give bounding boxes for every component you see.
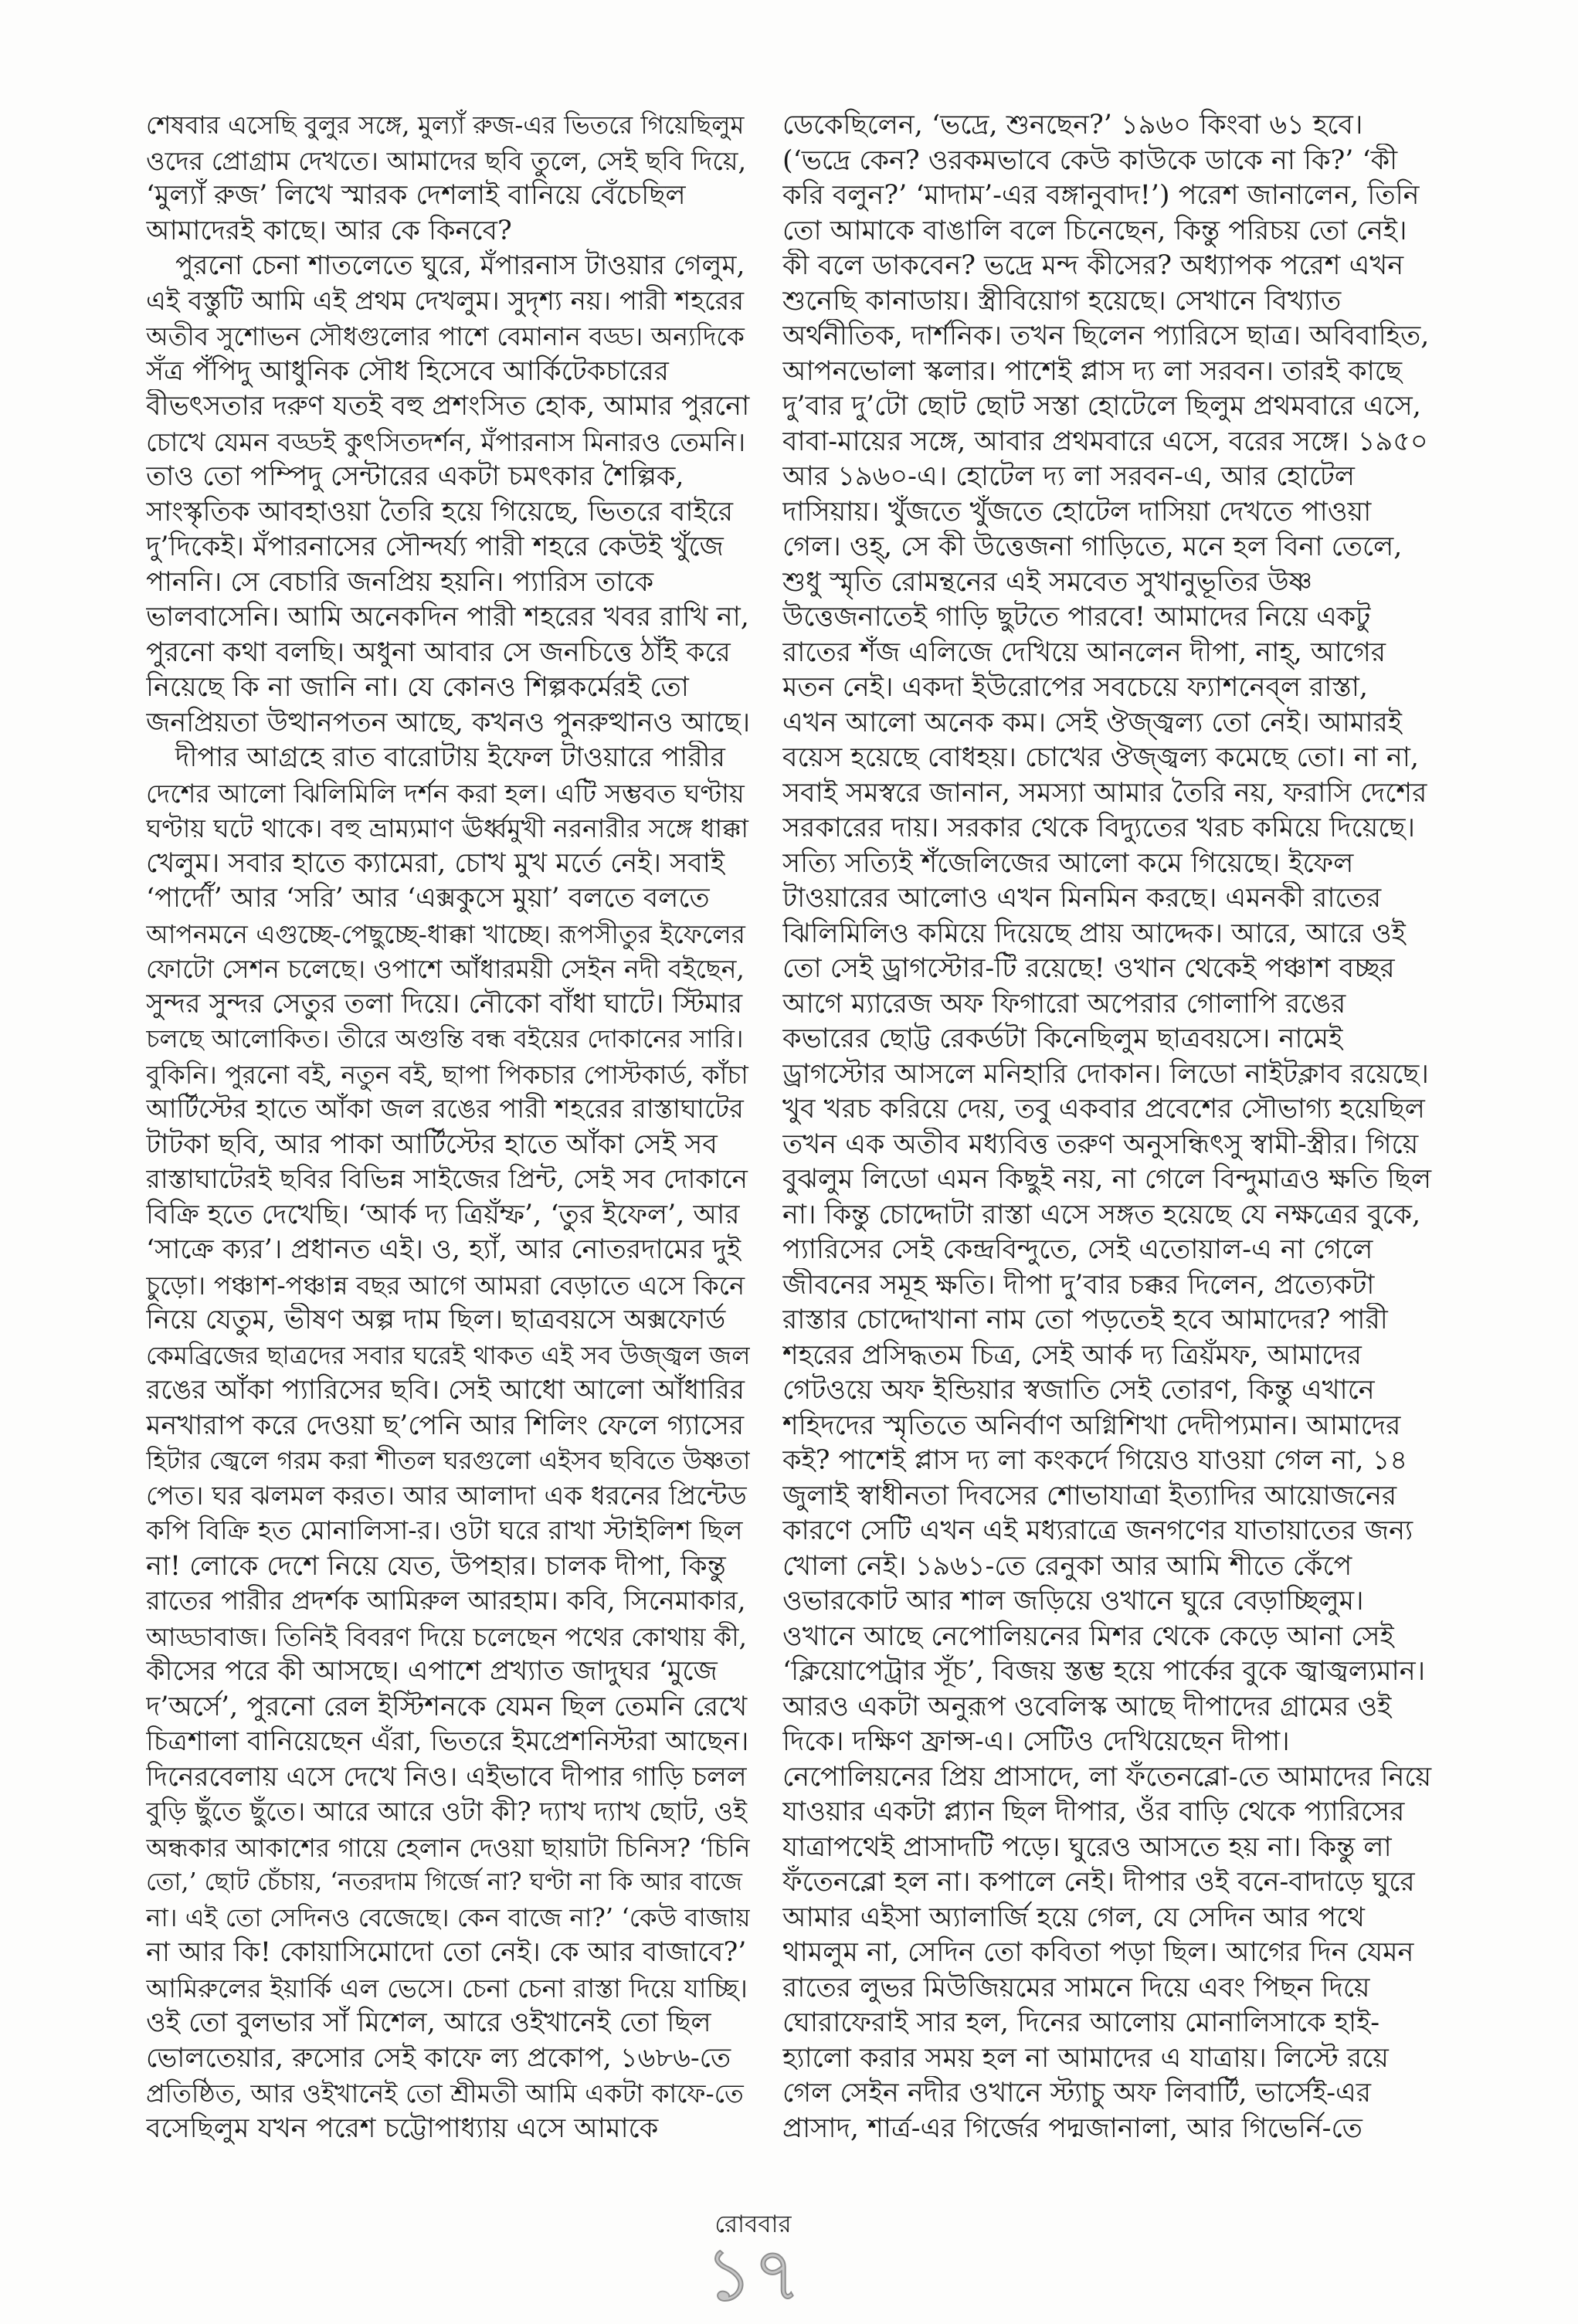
text-line: ফোটো সেশন চলেছে। ওপাশে আঁধারময়ী সেইন নদী বইছেন, bbox=[146, 954, 745, 984]
text-line: দ’অর্সে’, পুরনো রেল ইস্টিশনকে যেমন ছিল তেমনি রেখে bbox=[146, 1691, 748, 1722]
text-line: ‘মুল্যাঁ রুজ’ লিখে স্মারক দেশলাই বানিয়ে বেঁচেছিল bbox=[146, 180, 686, 211]
text-line: চলছে আলোকিত। তীরে অগুন্তি বন্ধ বইয়ের দোকানের সারি। bbox=[146, 1024, 744, 1053]
text-line: ওদের প্রোগ্রাম দেখতে। আমাদের ছবি তুলে, সেই ছবি দিয়ে, bbox=[146, 145, 747, 176]
text-line: করি বলুন?’ ‘মাদাম’-এর বঙ্গানুবাদ!’) পরেশ জানালেন, তিনি bbox=[782, 180, 1420, 211]
text-line: খুব খরচ করিয়ে দেয়, তবু একবার প্রবেশের সৌভাগ্য হয়েছিল bbox=[782, 1094, 1425, 1125]
text-line: দু’দিকেই। মঁপারনাসের সৌন্দর্য্য পারী শহরে কেউই খুঁজে bbox=[146, 531, 724, 562]
text-line: যাওয়ার একটা প্ল্যান ছিল দীপার, ওঁর বাড়ি থেকে প্যারিসের bbox=[782, 1796, 1405, 1827]
text-line: চুড়ো। পঞ্চাশ-পঞ্চান্ন বছর আগে আমরা বেড়াতে এসে কিনে bbox=[146, 1270, 745, 1301]
text-line: টাটকা ছবি, আর পাকা আর্টিস্টের হাতে আঁকা সেই সব bbox=[146, 1128, 718, 1160]
paragraph bbox=[146, 249, 750, 741]
text-line: প্রতিষ্ঠিত, আর ওইখানেই তো শ্রীমতী আমি একটা কাফে-তে bbox=[146, 2078, 744, 2109]
text-line: নেপোলিয়নের প্রিয় প্রাসাদে, লা ফঁতেনব্লো-তে আমাদের নিয়ে bbox=[782, 1761, 1432, 1793]
paragraph bbox=[146, 741, 750, 2146]
text-line: সাংস্কৃতিক আবহাওয়া তৈরি হয়ে গিয়েছে, ভিতরে বাইরে bbox=[146, 496, 734, 528]
article-column-right bbox=[782, 108, 1461, 2146]
magazine-name: রোববার bbox=[714, 2210, 792, 2238]
text-line: রাতের পারীর প্রদর্শক আমিরুল আরহাম। কবি, সিনেমাকার, bbox=[146, 1586, 746, 1617]
text-line: অর্থনীতিক, দার্শনিক। তখন ছিলেন প্যারিসে ছাত্র। অবিবাহিত, bbox=[782, 321, 1430, 351]
text-line: গেটওয়ে অফ ইন্ডিয়ার স্বজাতি সেই তোরণ, কিন্তু এখানে bbox=[782, 1375, 1375, 1406]
text-line: অন্ধকার আকাশের গায়ে হেলান দেওয়া ছায়াটা চিনিস? ‘চিনি bbox=[146, 1832, 750, 1863]
text-line: ডেকেছিলেন, ‘ভদ্রে, শুনছেন?’ ১৯৬০ কিংবা ৬১ হবে। bbox=[782, 110, 1363, 141]
text-line: চোখে যেমন বড্ডই কুৎসিতদর্শন, মঁপারনাস মিনারও তেমনি। bbox=[146, 426, 746, 457]
text-line: আর ১৯৬০-এ। হোটেল দ্য লা সরবন-এ, আর হোটেল bbox=[782, 461, 1355, 492]
text-line: আর্টিস্টের হাতে আঁকা জল রঙের পারী শহরের রাস্তাঘাটের bbox=[146, 1094, 744, 1125]
text-line: রাতের লুভর মিউজিয়মের সামনে দিয়ে এবং পিছন দিয়ে bbox=[782, 1972, 1370, 2003]
text-line: ওই তো বুলভার সাঁ মিশেল, আরে ওইখানেই তো ছিল bbox=[146, 2007, 711, 2038]
text-line: বসেছিলুম যখন পরেশ চট্টোপাধ্যায় এসে আমাকে bbox=[146, 2112, 659, 2144]
text-line: আমার এইসা অ্যালার্জি হয়ে গেল, যে সেদিন আর পথে bbox=[782, 1902, 1365, 1933]
text-line: না। কিন্তু চোদ্দোটা রাস্তা এসে সঙ্গত হয়েছে যে নক্ষত্রের বুকে, bbox=[782, 1199, 1421, 1230]
text-line: সঁত্র পঁপিদু আধুনিক সৌধ হিসেবে আর্কিটেকচারের bbox=[146, 355, 669, 387]
text-line: কেমব্রিজের ছাত্রদের সবার ঘরেই থাকত এই সব উজ্জ্বল জল bbox=[146, 1340, 750, 1370]
text-line: কীসের পরে কী আসছে। এপাশে প্রখ্যাত জাদুঘর ‘মুজে bbox=[146, 1656, 718, 1687]
text-line: শুনেছি কানাডায়। স্ত্রীবিয়োগ হয়েছে। সেখানে বিখ্যাত bbox=[782, 285, 1342, 317]
text-line: তো,’ ছোট চেঁচায়, ‘নতরদাম গির্জে না? ঘণ্টা না কি আর বাজে bbox=[146, 1868, 742, 1896]
text-line: রঙের আঁকা প্যারিসের ছবি। সেই আধো আলো আঁধারির bbox=[146, 1375, 745, 1406]
text-line: পেত। ঘর ঝলমল করত। আর আলাদা এক ধরনের প্রিন্টেড bbox=[146, 1480, 747, 1511]
text-line: দিনেরবেলায় এসে দেখে নিও। এইভাবে দীপার গাড়ি চলল bbox=[146, 1761, 747, 1793]
text-line: ভোলতেয়ার, রুসোর সেই কাফে ল্য প্রকোপ, ১৬৮৬-তে bbox=[146, 2042, 731, 2074]
text-line: মতন নেই। একদা ইউরোপের সবচেয়ে ফ্যাশনেব্‌ল রাস্তা, bbox=[782, 672, 1368, 703]
text-line: ‘পার্দোঁ’ আর ‘সরি’ আর ‘এক্সকুসে মুয়া’ বলতে বলতে bbox=[146, 883, 710, 914]
text-line: তো আমাকে বাঙালি বলে চিনেছেন, কিন্তু পরিচয় তো নেই। bbox=[782, 215, 1407, 246]
text-line: তাও তো পম্পিদু সেন্টারের একটা চমৎকার শৈল্পিক, bbox=[146, 461, 684, 492]
text-line: আড্ডাবাজ। তিনিই বিবরণ দিয়ে চলেছেন পথের কোথায় কী, bbox=[146, 1621, 748, 1652]
text-line: বুঝলুম লিডো এমন কিছুই নয়, না গেলে বিন্দুমাত্রও ক্ষতি ছিল bbox=[782, 1164, 1432, 1195]
text-line: সরকারের দায়। সরকার থেকে বিদ্যুতের খরচ কমিয়ে দিয়েছে। bbox=[782, 813, 1416, 843]
text-line: না। এই তো সেদিনও বেজেছে। কেন বাজে না?’ ‘কেউ বাজায় bbox=[146, 1902, 750, 1932]
text-line: কী বলে ডাকবেন? ভদ্রে মন্দ কীসের? অধ্যাপক পরেশ এখন bbox=[782, 250, 1404, 281]
text-line: চিত্রশালা বানিয়েছেন এঁরা, ভিতরে ইমপ্রেশনিস্টরা আছেন। bbox=[146, 1726, 749, 1757]
text-line: প্রাসাদ, শার্ত্র-এর গির্জের পদ্মজানালা, আর গিভের্নি-তে bbox=[782, 2112, 1363, 2144]
text-line: কভারের ছোট্ট রেকর্ডটা কিনেছিলুম ছাত্রবয়সে। নামেই bbox=[782, 1023, 1343, 1054]
text-line: কারণে সেটি এখন এই মধ্যরাত্রে জনগণের যাতায়াতের জন্য bbox=[782, 1515, 1413, 1546]
text-line: আরও একটা অনুরূপ ওবেলিস্ক আছে দীপাদের গ্রামের ওই bbox=[782, 1691, 1392, 1722]
text-line: শহরের প্রসিদ্ধতম চিত্র, সেই আর্ক দ্য ত্রিয়ঁমফ, আমাদের bbox=[782, 1339, 1362, 1371]
paragraph bbox=[146, 108, 750, 249]
text-line: টাওয়ারের আলোও এখন মিনমিন করছে। এমনকী রাতের bbox=[782, 883, 1382, 914]
text-line: জনপ্রিয়তা উত্থানপতন আছে, কখনও পুনরুত্থানও আছে। bbox=[146, 707, 750, 738]
text-line: আপনমনে এগুচ্ছে-পেছুচ্ছে-ধাক্কা খাচ্ছে। রূপসীতুর ইফেলের bbox=[146, 918, 745, 949]
text-line: তো সেই ড্রাগস্টোর-টি রয়েছে! ওখান থেকেই পঞ্চাশ বচ্ছর bbox=[782, 953, 1395, 984]
text-line: দেশের আলো ঝিলিমিলি দর্শন করা হল। এটি সম্ভবত ঘণ্টায় bbox=[146, 778, 745, 809]
text-line: ফঁতেনব্লো হল না। কপালে নেই। দীপার ওই বনে-বাদাড়ে ঘুরে bbox=[782, 1867, 1415, 1898]
text-line: ওভারকোট আর শাল জড়িয়ে ওখানে ঘুরে বেড়াচ্ছিলুম। bbox=[782, 1586, 1364, 1617]
text-line: বুকিনি। পুরনো বই, নতুন বই, ছাপা পিকচার পোস্টকার্ড, কাঁচা bbox=[146, 1059, 748, 1090]
text-line: আমিরুলের ইয়ার্কি এল ভেসে। চেনা চেনা রাস্তা দিয়ে যাচ্ছি। bbox=[146, 1973, 748, 2003]
text-line: না! লোকে দেশে নিয়ে যেত, উপহার। চালক দীপা, কিন্তু bbox=[146, 1550, 726, 1582]
text-line: যাত্রাপথেই প্রাসাদটি পড়ে। ঘুরেও আসতে হয় না। কিন্তু লা bbox=[782, 1831, 1392, 1863]
text-line: হ্যালো করার সময় হল না আমাদের এ যাত্রায়। লিস্টে রয়ে bbox=[782, 2042, 1389, 2074]
text-line: তখন এক অতীব মধ্যবিত্ত তরুণ অনুসন্ধিৎসু স্বামী-স্ত্রীর। গিয়ে bbox=[782, 1128, 1419, 1160]
text-line: খেলুম। সবার হাতে ক্যামেরা, চোখ মুখ মর্তে নেই। সবাই bbox=[146, 847, 725, 879]
text-line: দু’বার দু’টো ছোট ছোট সস্তা হোটেলে ছিলুম প্রথমবারে এসে, bbox=[782, 391, 1421, 422]
text-line: নিয়েছে কি না জানি না। যে কোনও শিল্পকর্মেরই তো bbox=[146, 672, 689, 703]
text-line: আপনভোলা স্কলার। পাশেই প্লাস দ্য লা সরবন। তারই কাছে bbox=[782, 355, 1403, 387]
text-line: শেষবার এসেছি বুলুর সঙ্গে, মুল্যাঁ রুজ-এর ভিতরে গিয়েছিলুম bbox=[146, 110, 745, 140]
text-line: এখন আলো অনেক কম। সেই ঔজ্জ্বল্য তো নেই। আমারই bbox=[782, 707, 1402, 738]
text-line: আমাদেরই কাছে। আর কে কিনবে? bbox=[146, 215, 512, 246]
text-line: ‘ক্লিয়োপেট্রার সূঁচ’, বিজয় স্তম্ভ হয়ে পার্কের বুকে জ্বাজ্বল্যমান। bbox=[782, 1656, 1426, 1687]
text-line: জুলাই স্বাধীনতা দিবসের শোভাযাত্রা ইত্যাদির আয়োজনের bbox=[782, 1480, 1397, 1511]
paragraph bbox=[782, 108, 1461, 2146]
text-line: নিয়ে যেতুম, ভীষণ অল্প দাম ছিল। ছাত্রবয়সে অক্সফোর্ড bbox=[146, 1304, 726, 1335]
text-line: সবাই সমস্বরে জানান, সমস্যা আমার তৈরি নয়, ফরাসি দেশের bbox=[782, 777, 1427, 809]
text-line: বাবা-মায়ের সঙ্গে, আবার প্রথমবারে এসে, বরের সঙ্গে। ১৯৫০ bbox=[782, 426, 1428, 457]
text-line: উত্তেজনাতেই গাড়ি ছুটতে পারবে! আমাদের নিয়ে একটু bbox=[782, 602, 1371, 633]
text-line: রাস্তাঘাটেরই ছবির বিভিন্ন সাইজের প্রিন্ট, সেই সব দোকানে bbox=[146, 1164, 748, 1195]
text-line: ভালবাসেনি। আমি অনেকদিন পারী শহরের খবর রাখি না, bbox=[146, 602, 749, 633]
text-line: দীপার আগ্রহে রাত বারোটায় ইফেল টাওয়ারে পারীর bbox=[175, 742, 725, 773]
text-line: অতীব সুশোভন সৌধগুলোর পাশে বেমানান বড্ড। অন্যদিকে bbox=[146, 321, 745, 351]
text-line: দাসিয়ায়। খুঁজতে খুঁজতে হোটেল দাসিয়া দেখতে পাওয়া bbox=[782, 496, 1372, 528]
text-line: থামলুম না, সেদিন তো কবিতা পড়া ছিল। আগের দিন যেমন bbox=[782, 1937, 1414, 1968]
text-line: কই? পাশেই প্লাস দ্য লা কংকর্দে গিয়েও যাওয়া গেল না, ১৪ bbox=[782, 1445, 1408, 1476]
text-line: এই বস্তুটি আমি এই প্রথম দেখলুম। সুদৃশ্য নয়। পারী শহরের bbox=[146, 285, 745, 317]
text-line: ড্রাগস্টোর আসলে মনিহারি দোকান। লিডো নাইটক্লাব রয়েছে। bbox=[782, 1058, 1429, 1090]
text-line: গেল সেইন নদীর ওখানে স্ট্যাচু অফ লিবার্টি, ভার্সেই-এর bbox=[782, 2078, 1372, 2109]
text-line: মনখারাপ করে দেওয়া ছ’পেনি আর শিলিং ফেলে গ্যাসের bbox=[146, 1410, 745, 1441]
text-line: ওখানে আছে নেপোলিয়নের মিশর থেকে কেড়ে আনা সেই bbox=[782, 1620, 1394, 1652]
text-line: শুধু স্মৃতি রোমন্থনের এই সমবেত সুখানুভূতির উষ্ণ bbox=[782, 566, 1313, 598]
text-line: সত্যি সত্যিই শঁজেলিজের আলো কমে গিয়েছে। ইফেল bbox=[782, 847, 1354, 879]
text-line: ঘোরাফেরাই সার হল, দিনের আলোয় মোনালিসাকে হাই- bbox=[782, 2007, 1380, 2038]
text-line: রাস্তার চোদ্দোখানা নাম তো পড়তেই হবে আমাদের? পারী bbox=[782, 1304, 1388, 1335]
text-line: ঝিলিমিলিও কমিয়ে দিয়েছে প্রায় আদ্দেক। আরে, আরে ওই bbox=[782, 918, 1406, 949]
text-line: ঘণ্টায় ঘটে থাকে। বহু ভ্রাম্যমাণ ঊর্ধ্বমুখী নরনারীর সঙ্গে ধাক্কা bbox=[146, 813, 748, 843]
text-line: পুরনো চেনা শাতলেতে ঘুরে, মঁপারনাস টাওয়ার গেলুম, bbox=[175, 250, 745, 281]
text-line: না আর কি! কোয়াসিমোদো তো নেই। কে আর বাজাবে?’ bbox=[146, 1937, 747, 1968]
text-line: আগে ম্যারেজ অফ ফিগারো অপেরার গোলাপি রঙের bbox=[782, 988, 1346, 1020]
text-line: হিটার জ্বেলে গরম করা শীতল ঘরগুলো এইসব ছবিতে উষ্ণতা bbox=[146, 1446, 750, 1475]
text-line: বীভৎসতার দরুণ যতই বহু প্রশংসিত হোক, আমার পুরনো bbox=[146, 391, 750, 422]
text-line: জীবনের সমূহ ক্ষতি। দীপা দু’বার চক্কর দিলেন, প্রত্যেকটা bbox=[782, 1269, 1375, 1301]
text-line: খোলা নেই। ১৯৬১-তে রেনুকা আর আমি শীতে কেঁপে bbox=[782, 1550, 1352, 1582]
text-line: বুড়ি ছুঁতে ছুঁতে। আরে আরে ওটা কী? দ্যাখ দ্যাখ ছোট, ওই bbox=[146, 1796, 748, 1827]
text-line: বয়েস হয়েছে বোধহয়। চোখের ঔজ্জ্বল্য কমেছে তো। না না, bbox=[782, 742, 1420, 773]
text-line: কপি বিক্রি হত মোনালিসা-র। ওটা ঘরে রাখা স্টাইলিশ ছিল bbox=[146, 1515, 743, 1546]
article-column-left bbox=[146, 108, 750, 2146]
text-line: পাননি। সে বেচারি জনপ্রিয় হয়নি। প্যারিস তাকে bbox=[146, 566, 654, 598]
text-line: গেল। ওহ্, সে কী উত্তেজনা গাড়িতে, মনে হল বিনা তেলে, bbox=[782, 531, 1403, 562]
text-line: বিক্রি হতে দেখেছি। ‘আর্ক দ্য ত্রিয়ঁম্ফ’, ‘তুর ইফেল’, আর bbox=[146, 1199, 740, 1230]
text-line: পুরনো কথা বলছি। অধুনা আবার সে জনচিত্তে ঠাঁই করে bbox=[146, 636, 731, 668]
page-number: ১৭ bbox=[704, 2231, 802, 2318]
text-line: (‘ভদ্রে কেন? ওরকমভাবে কেউ কাউকে ডাকে না কি?’ ‘কী bbox=[782, 144, 1398, 176]
text-line: ‘সাক্রে ক্যর’। প্রধানত এই। ও, হ্যাঁ, আর নোতরদামের দুই bbox=[146, 1234, 741, 1265]
text-line: রাতের শঁজ এলিজে দেখিয়ে আনলেন দীপা, নাহ্, আগের bbox=[782, 636, 1386, 668]
text-line: সুন্দর সুন্দর সেতুর তলা দিয়ে। নৌকো বাঁধা ঘাটে। স্টিমার bbox=[146, 988, 743, 1020]
text-line: শহিদদের স্মৃতিতে অনির্বাণ অগ্নিশিখা দেদীপ্যমান। আমাদের bbox=[782, 1410, 1401, 1441]
text-line: দিকে। দক্ষিণ ফ্রান্স-এ। সেটিও দেখিয়েছেন দীপা। bbox=[782, 1726, 1290, 1757]
text-line: প্যারিসের সেই কেন্দ্রবিন্দুতে, সেই এতোয়াল-এ না গেলে bbox=[782, 1234, 1373, 1265]
